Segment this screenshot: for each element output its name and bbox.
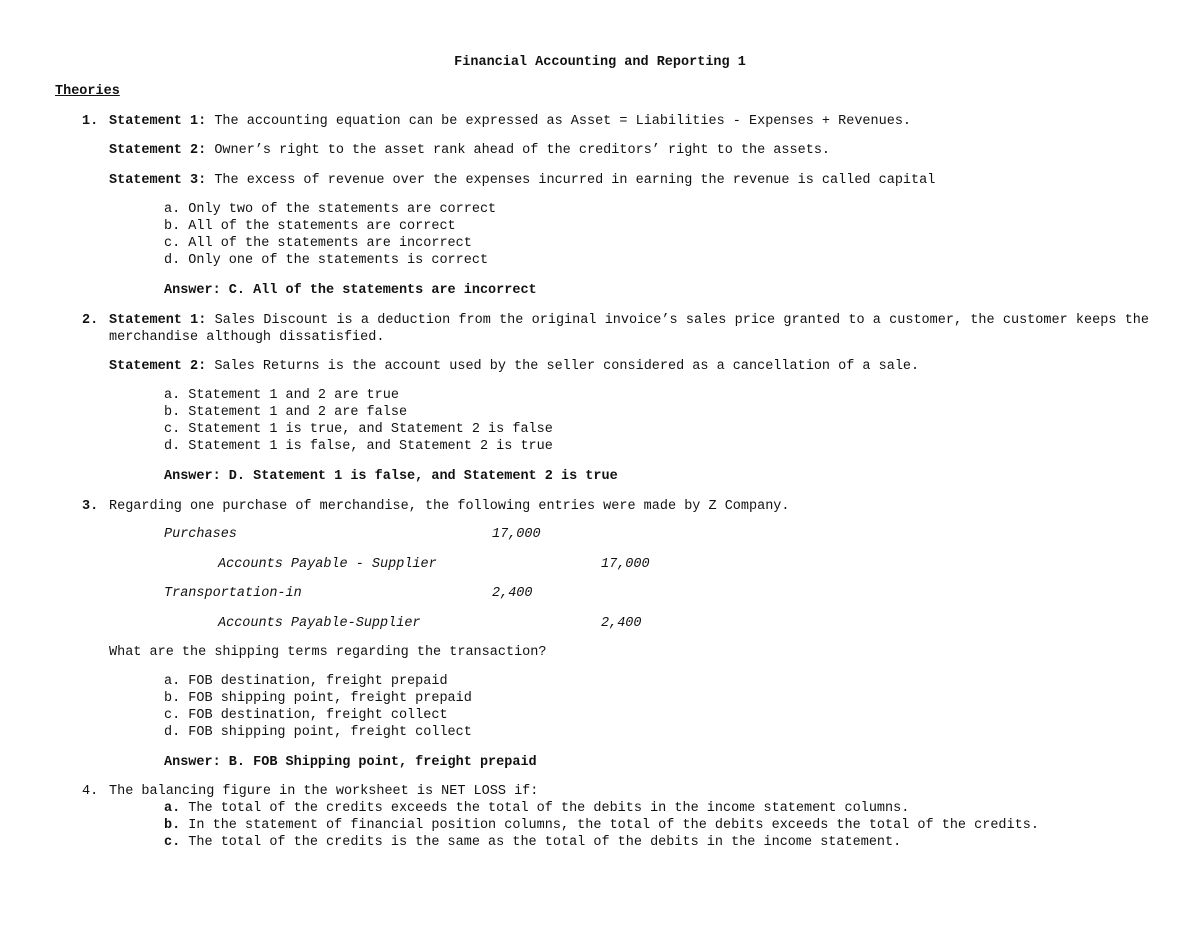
option-text: In the statement of financial position columns, the total of the debits exceeds the total of the credits.	[180, 818, 1039, 833]
statement-label: Statement 1:	[109, 114, 207, 129]
question-number: 4.	[82, 784, 99, 799]
option-item: b. Statement 1 and 2 are false	[164, 405, 408, 420]
option-item: c. FOB destination, freight collect	[164, 708, 448, 723]
q2-statement-1	[109, 312, 1149, 346]
question-number: 3.	[82, 499, 99, 514]
statement-label: Statement 1:	[109, 313, 207, 328]
q1-answer: Answer: C. All of the statements are incorrect	[164, 283, 537, 298]
statement-label: Statement 2:	[109, 143, 207, 158]
q1-statement-3	[109, 172, 935, 189]
q2-statement-2	[109, 358, 919, 375]
option-item: d. FOB shipping point, freight collect	[164, 725, 472, 740]
statement-text: Sales Discount is a deduction from the original invoice’s sales price granted to a customer, the customer keeps the merchandise although dissatisfied.	[109, 313, 1149, 345]
statement-label: Statement 3:	[109, 173, 207, 188]
q4-options	[164, 800, 1039, 851]
option-item: a. FOB destination, freight prepaid	[164, 674, 448, 689]
q1-options	[164, 201, 496, 269]
option-text: The total of the credits exceeds the total of the debits in the income statement columns.	[180, 801, 910, 816]
option-item	[164, 834, 1039, 851]
journal-debit: 2,400	[492, 586, 533, 601]
q4-question: The balancing figure in the worksheet is NET LOSS if:	[109, 784, 539, 799]
option-letter: a.	[164, 801, 181, 816]
option-item: b. All of the statements are correct	[164, 219, 456, 234]
option-item: c. Statement 1 is true, and Statement 2 is false	[164, 422, 553, 437]
option-letter: c.	[164, 835, 181, 850]
option-item	[164, 800, 1039, 817]
option-item: a. Only two of the statements are correct	[164, 202, 497, 217]
statement-text: Sales Returns is the account used by the seller considered as a cancellation of a sale.	[206, 359, 920, 374]
option-item: b. FOB shipping point, freight prepaid	[164, 691, 472, 706]
option-letter: b.	[164, 818, 181, 833]
statement-label: Statement 2:	[109, 359, 207, 374]
journal-credit: 2,400	[601, 616, 642, 631]
q3-question: What are the shipping terms regarding the transaction?	[109, 645, 547, 660]
journal-account: Purchases	[164, 527, 237, 542]
journal-credit: 17,000	[601, 557, 650, 572]
option-item: d. Statement 1 is false, and Statement 2 is true	[164, 439, 553, 454]
journal-account: Accounts Payable - Supplier	[218, 557, 437, 572]
section-heading: Theories	[55, 84, 120, 99]
q1-statement-1	[109, 113, 911, 130]
option-item: a. Statement 1 and 2 are true	[164, 388, 399, 403]
journal-account: Accounts Payable-Supplier	[218, 616, 421, 631]
q2-answer: Answer: D. Statement 1 is false, and Statement 2 is true	[164, 469, 618, 484]
q3-intro: Regarding one purchase of merchandise, the following entries were made by Z Company.	[109, 499, 790, 514]
q1-statement-2	[109, 142, 830, 159]
statement-text: The accounting equation can be expressed as Asset = Liabilities - Expenses + Revenues.	[206, 114, 912, 129]
journal-debit: 17,000	[492, 527, 541, 542]
document-title: Financial Accounting and Reporting 1	[454, 55, 746, 70]
journal-account: Transportation-in	[164, 586, 302, 601]
option-text: The total of the credits is the same as the total of the debits in the income statement.	[180, 835, 902, 850]
q3-options	[164, 673, 472, 741]
question-number: 2.	[82, 313, 99, 328]
statement-text: Owner’s right to the asset rank ahead of the creditors’ right to the assets.	[206, 143, 831, 158]
option-item: d. Only one of the statements is correct	[164, 253, 489, 268]
question-number: 1.	[82, 114, 99, 129]
option-item	[164, 817, 1039, 834]
statement-text: The excess of revenue over the expenses incurred in earning the revenue is called capital	[206, 173, 936, 188]
q3-answer: Answer: B. FOB Shipping point, freight prepaid	[164, 755, 537, 770]
q2-options	[164, 387, 553, 455]
option-item: c. All of the statements are incorrect	[164, 236, 472, 251]
